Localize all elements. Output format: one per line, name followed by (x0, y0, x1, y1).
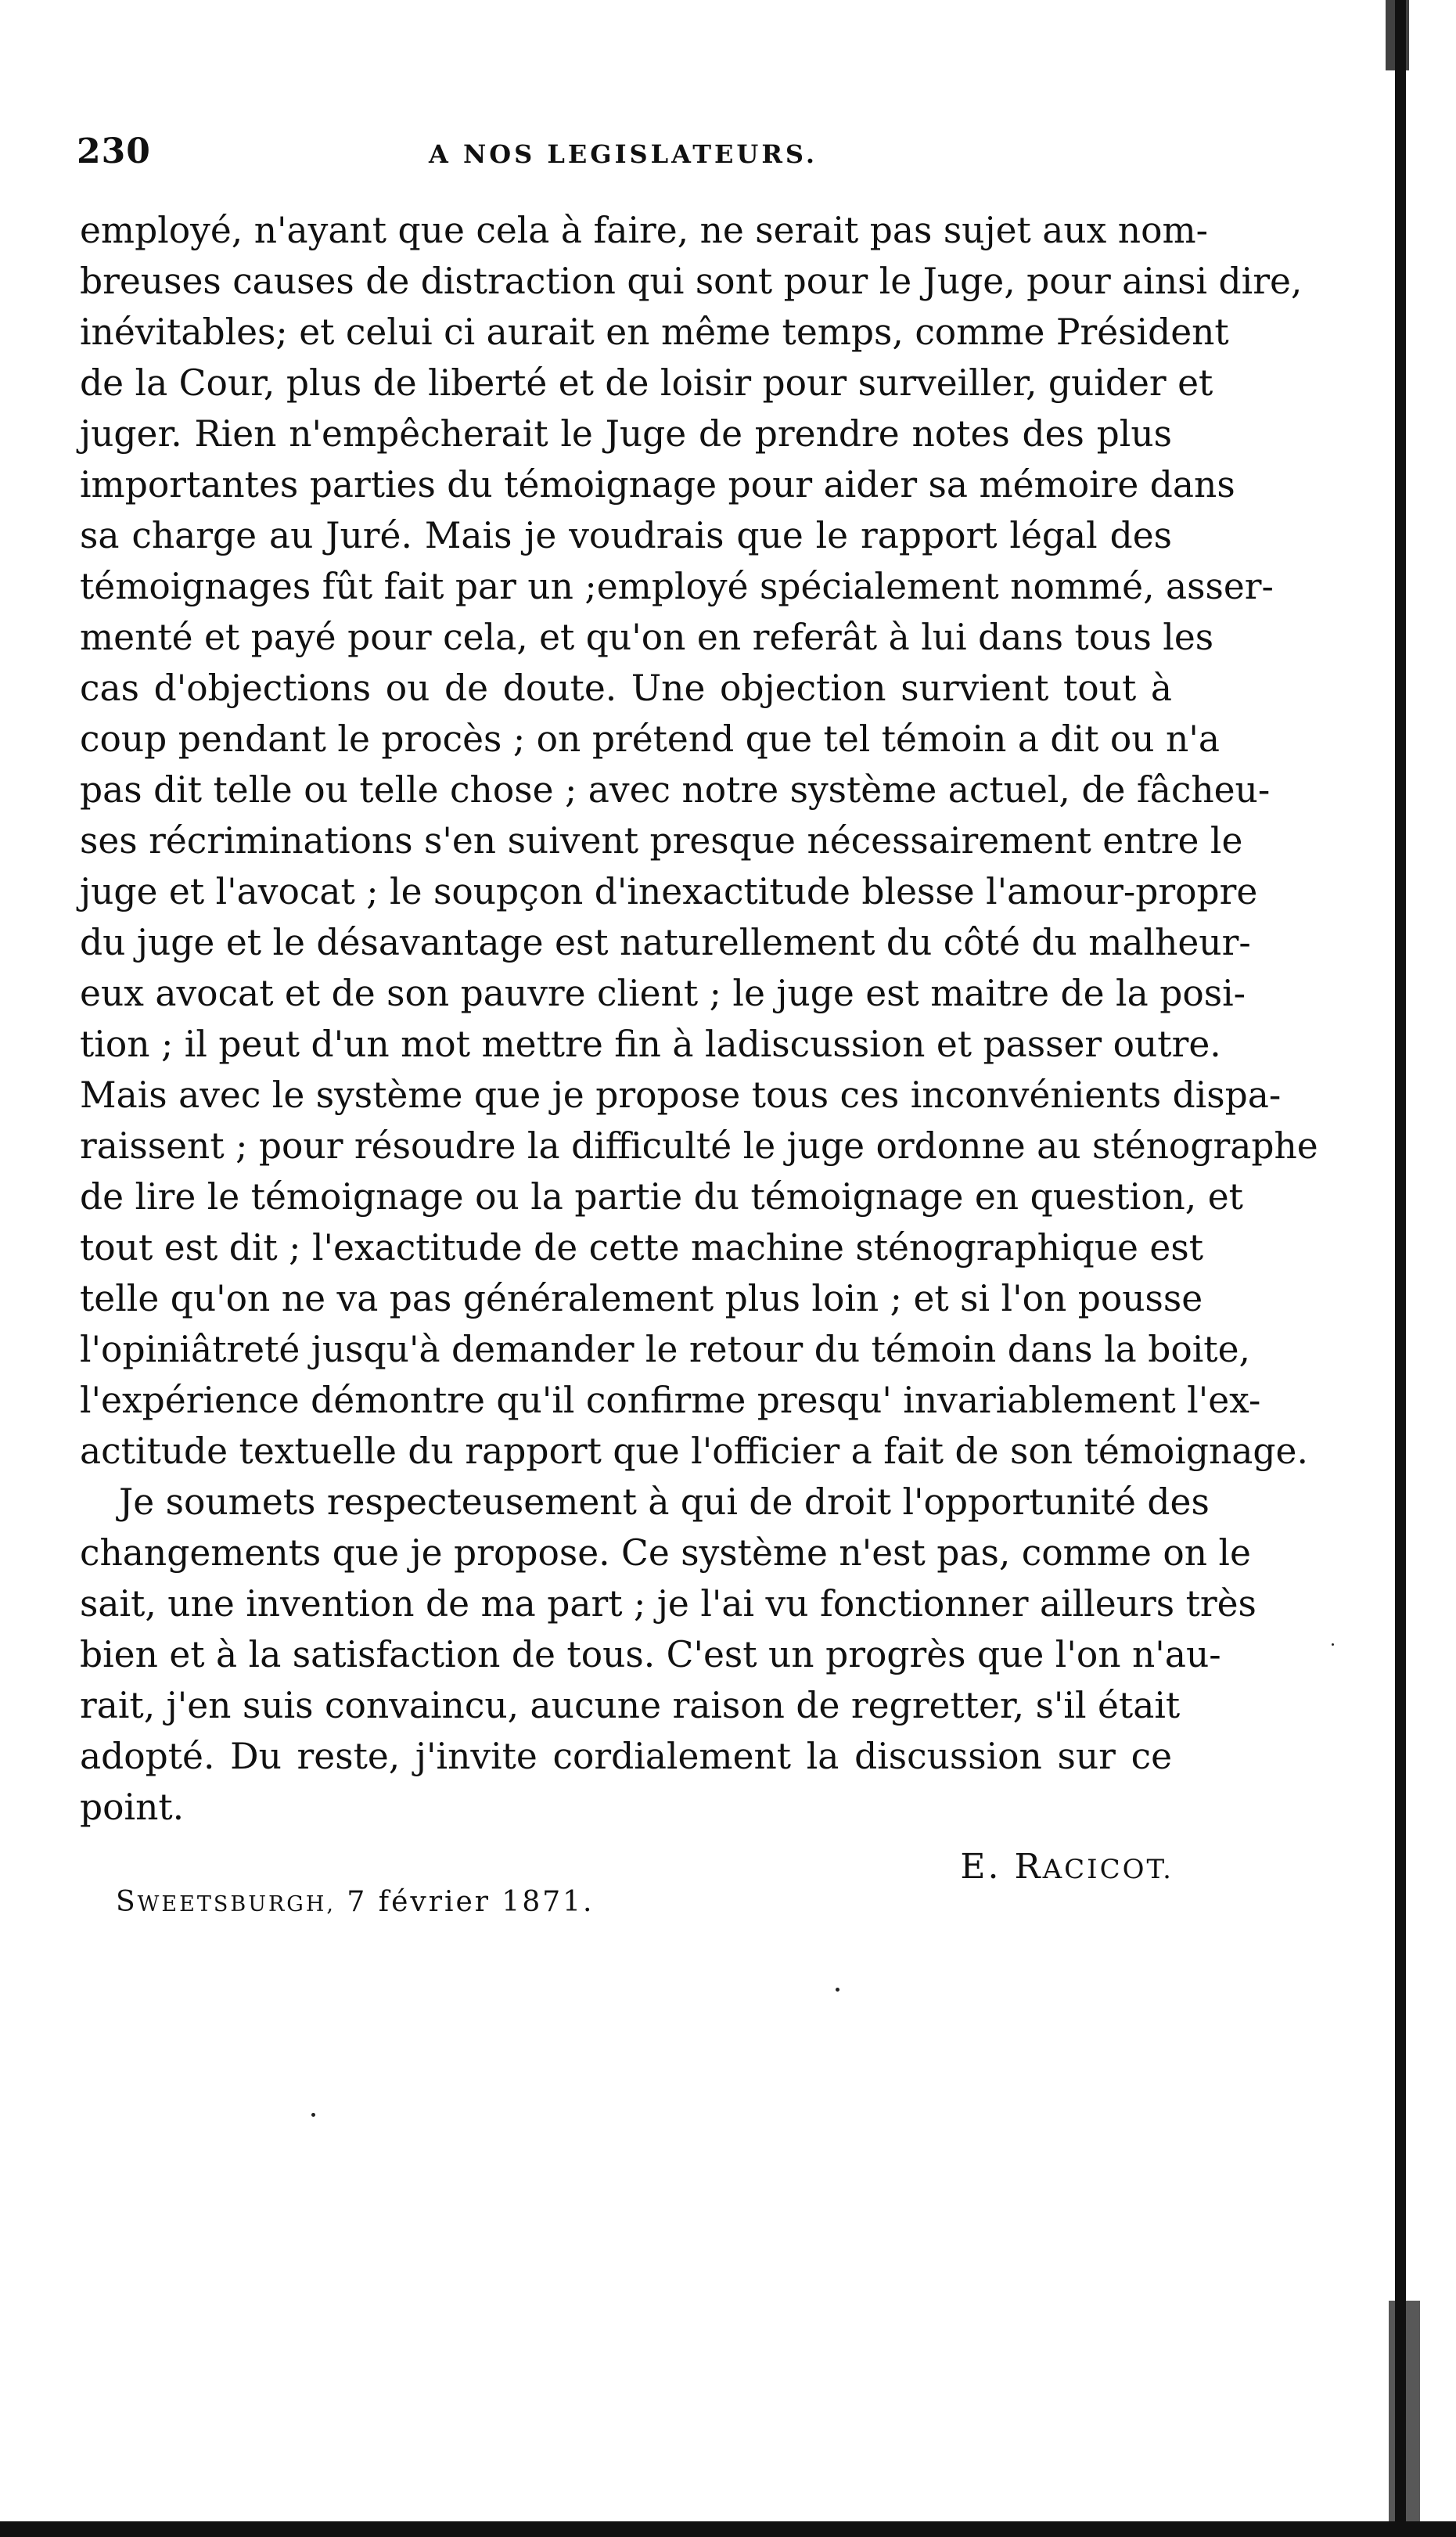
text-line: pas dit telle ou telle chose ; avec notre système actuel, de fâcheu- (80, 769, 1271, 811)
paragraph-2-first-line: Je soumets respecteusement à qui de droit l'opportunité des (119, 1481, 1210, 1523)
text-line: tout est dit ; l'exactitude de cette machine sténographique est (80, 1227, 1203, 1268)
dateline-date: 7 février 1871. (335, 1886, 595, 1918)
text-line: Mais avec le système que je propose tous ces inconvénients dispa- (80, 1074, 1282, 1116)
dateline-place-initial: S (116, 1886, 138, 1918)
text-line: sait, une invention de ma part ; je l'ai vu fonctionner ailleurs très (80, 1583, 1256, 1625)
signature-initial: E. R (960, 1847, 1043, 1887)
text-line: importantes parties du témoignage pour aider sa mémoire dans (80, 464, 1235, 506)
page-header (77, 131, 1172, 186)
scan-speck (836, 1988, 839, 1992)
text-line: tion ; il peut d'un mot mettre fin à ladiscussion et passer outre. (80, 1024, 1221, 1065)
text-line: sa charge au Juré. Mais je voudrais que le rapport légal des (80, 515, 1172, 556)
scan-speck (311, 2113, 315, 2117)
text-line: telle qu'on ne va pas généralement plus loin ; et si l'on pousse (80, 1278, 1203, 1319)
dateline (116, 1886, 594, 1918)
text-line: breuses causes de distraction qui sont pour le Juge, pour ainsi dire, (80, 261, 1303, 302)
body-text (80, 205, 1318, 1833)
text-line: juger. Rien n'empêcherait le Juge de prendre notes des plus (80, 413, 1172, 455)
page-edge-blot (1386, 0, 1409, 70)
text-line: du juge et le désavantage est naturellement du côté du malheur- (80, 922, 1251, 963)
scan-speck (1332, 1643, 1334, 1646)
text-line: eux avocat et de son pauvre client ; le juge est maitre de la posi- (80, 973, 1246, 1014)
author-signature (892, 1847, 1174, 1887)
text-line: actitude textuelle du rapport que l'officier a fait de son témoignage. (80, 1430, 1308, 1472)
text-line: raissent ; pour résoudre la difficulté le juge ordonne au sténographe (80, 1125, 1318, 1167)
text-line: cas d'objections ou de doute. Une objection survient tout à (80, 668, 1172, 709)
page-number: 230 (77, 131, 151, 171)
text-line: employé, n'ayant que cela à faire, ne serait pas sujet aux nom- (80, 210, 1209, 251)
text-line: l'expérience démontre qu'il confirme presqu' invariablement l'ex- (80, 1380, 1261, 1421)
text-line: menté et payé pour cela, et qu'on en referât à lui dans tous les (80, 617, 1214, 658)
text-line: changements que je propose. Ce système n'est pas, comme on le (80, 1532, 1251, 1574)
page-edge-blot (1389, 2301, 1420, 2537)
bottom-edge-shadow (0, 2521, 1456, 2537)
text-line: l'opiniâtreté jusqu'à demander le retour du témoin dans la boite, (80, 1329, 1250, 1370)
signature-rest: ACICOT. (1042, 1854, 1174, 1885)
text-line: point. (80, 1787, 185, 1828)
text-line: juge et l'avocat ; le soupçon d'inexactitude blesse l'amour-propre (80, 871, 1258, 912)
running-head: A NOS LEGISLATEURS. (429, 139, 818, 169)
text-line: adopté. Du reste, j'invite cordialement la discussion sur ce (80, 1736, 1172, 1777)
text-line: de lire le témoignage ou la partie du témoignage en question, et (80, 1176, 1243, 1218)
dateline-place-rest: WEETSBURGH, (137, 1892, 336, 1916)
text-line: bien et à la satisfaction de tous. C'est un progrès que l'on n'au- (80, 1634, 1221, 1675)
text-line: ses récriminations s'en suivent presque nécessairement entre le (80, 820, 1243, 862)
text-line (80, 1477, 1210, 1528)
page-edge-line (1395, 0, 1406, 2537)
text-line: de la Cour, plus de liberté et de loisir pour surveiller, guider et (80, 362, 1213, 404)
text-line: rait, j'en suis convaincu, aucune raison de regretter, s'il était (80, 1685, 1181, 1726)
text-line: inévitables; et celui ci aurait en même temps, comme Président (80, 311, 1229, 353)
page-edge-shadow (1331, 0, 1456, 2537)
text-line: coup pendant le procès ; on prétend que tel témoin a dit ou n'a (80, 718, 1220, 760)
text-line: témoignages fût fait par un ;employé spécialement nommé, asser- (80, 566, 1274, 607)
